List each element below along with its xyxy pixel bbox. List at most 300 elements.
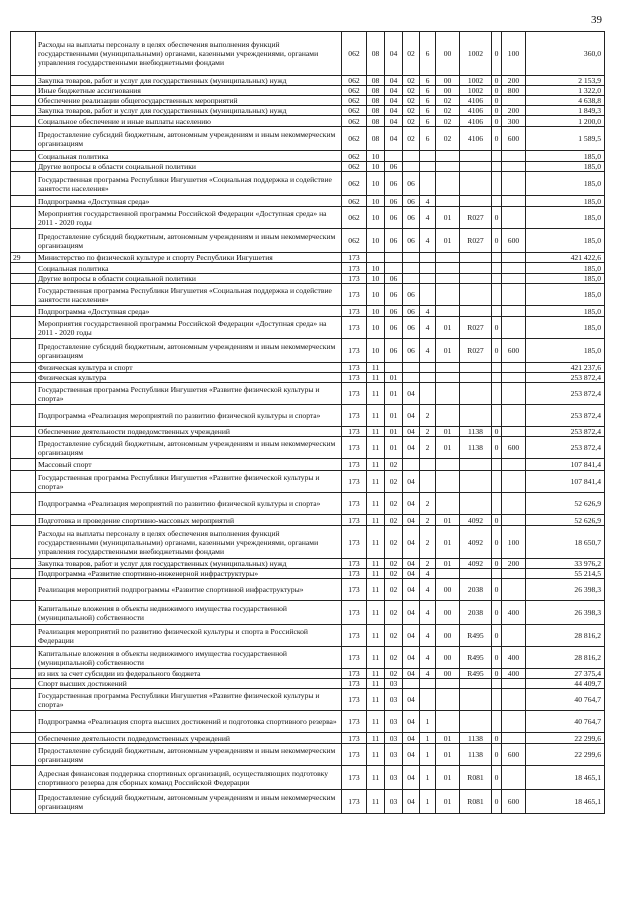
table-row xyxy=(11,96,605,106)
code-event: 02 xyxy=(436,127,460,151)
code-subsection: 01 xyxy=(385,427,403,437)
code-program: 02 xyxy=(403,32,420,76)
row-number xyxy=(11,162,36,172)
row-amount: 28 816,2 xyxy=(526,625,605,647)
code-subsection xyxy=(385,253,403,263)
row-name: Предоставление субсидий бюджетным, автономным учреждениям и иным некоммерческим организациям xyxy=(36,229,342,253)
code-expense-type xyxy=(502,373,526,383)
row-number xyxy=(11,569,36,579)
table-row xyxy=(11,459,605,471)
code-program: 04 xyxy=(403,711,420,733)
code-expense-type: 400 xyxy=(502,647,526,669)
code-direction xyxy=(460,471,492,493)
code-subsection xyxy=(385,363,403,373)
code-ministry: 062 xyxy=(342,207,367,229)
code-subprogram: 6 xyxy=(420,106,436,116)
code-direction xyxy=(460,405,492,427)
page-number: 39 xyxy=(591,14,602,26)
code-subprogram: 2 xyxy=(420,437,436,459)
code-event: 01 xyxy=(436,733,460,744)
code-program: 04 xyxy=(403,733,420,744)
code-extra: 0 xyxy=(492,601,502,625)
code-ministry: 173 xyxy=(342,493,367,515)
code-subsection xyxy=(385,263,403,274)
row-amount: 26 398,3 xyxy=(526,601,605,625)
code-subsection: 02 xyxy=(385,559,403,569)
code-event: 01 xyxy=(436,526,460,559)
row-name: Предоставление субсидий бюджетным, автономным учреждениям и иным некоммерческим организациям xyxy=(36,437,342,459)
row-name: Подпрограмма «Реализация мероприятий по развитию физической культуры и спорта» xyxy=(36,493,342,515)
code-section: 10 xyxy=(367,284,385,306)
code-direction xyxy=(460,263,492,274)
code-section: 10 xyxy=(367,207,385,229)
row-number xyxy=(11,625,36,647)
code-subprogram xyxy=(420,471,436,493)
code-subsection: 06 xyxy=(385,196,403,207)
table-row xyxy=(11,229,605,253)
code-program: 02 xyxy=(403,86,420,96)
code-section: 11 xyxy=(367,689,385,711)
code-extra xyxy=(492,196,502,207)
code-subprogram xyxy=(420,679,436,689)
code-ministry: 062 xyxy=(342,151,367,162)
code-section: 11 xyxy=(367,526,385,559)
code-direction: 1138 xyxy=(460,733,492,744)
code-extra: 0 xyxy=(492,427,502,437)
code-direction: 1138 xyxy=(460,744,492,766)
code-subprogram xyxy=(420,363,436,373)
code-extra: 0 xyxy=(492,526,502,559)
row-number xyxy=(11,579,36,601)
row-amount: 4 638,8 xyxy=(526,96,605,106)
row-number xyxy=(11,744,36,766)
row-number xyxy=(11,733,36,744)
row-number xyxy=(11,172,36,196)
code-event: 02 xyxy=(436,96,460,106)
code-section: 11 xyxy=(367,471,385,493)
row-amount: 253 872,4 xyxy=(526,427,605,437)
table-row xyxy=(11,306,605,317)
code-subsection xyxy=(385,151,403,162)
row-number xyxy=(11,493,36,515)
row-name: Физическая культура xyxy=(36,373,342,383)
row-number xyxy=(11,471,36,493)
table-row xyxy=(11,515,605,526)
table-row xyxy=(11,253,605,263)
code-subprogram: 4 xyxy=(420,601,436,625)
code-subsection: 04 xyxy=(385,116,403,127)
code-program: 04 xyxy=(403,427,420,437)
row-amount: 26 398,3 xyxy=(526,579,605,601)
code-subsection: 03 xyxy=(385,689,403,711)
row-name: Обеспечение деятельности подведомственных учреждений xyxy=(36,733,342,744)
code-ministry: 173 xyxy=(342,526,367,559)
code-extra xyxy=(492,172,502,196)
table-row xyxy=(11,526,605,559)
code-extra xyxy=(492,711,502,733)
code-event xyxy=(436,306,460,317)
table-row xyxy=(11,437,605,459)
code-program xyxy=(403,253,420,263)
code-subprogram: 1 xyxy=(420,733,436,744)
code-extra: 0 xyxy=(492,515,502,526)
code-subsection: 06 xyxy=(385,306,403,317)
row-name: Другие вопросы в области социальной политики xyxy=(36,162,342,172)
code-direction: 4106 xyxy=(460,96,492,106)
code-expense-type xyxy=(502,383,526,405)
row-number xyxy=(11,339,36,363)
code-subsection: 04 xyxy=(385,86,403,96)
code-extra: 0 xyxy=(492,32,502,76)
row-number xyxy=(11,106,36,116)
table-row xyxy=(11,711,605,733)
row-number xyxy=(11,679,36,689)
code-subsection: 03 xyxy=(385,733,403,744)
code-program: 06 xyxy=(403,339,420,363)
code-expense-type xyxy=(502,733,526,744)
code-section: 08 xyxy=(367,32,385,76)
code-subprogram xyxy=(420,253,436,263)
code-event: 00 xyxy=(436,32,460,76)
code-section: 11 xyxy=(367,679,385,689)
code-direction: 4092 xyxy=(460,526,492,559)
code-direction: 4092 xyxy=(460,515,492,526)
code-program: 04 xyxy=(403,471,420,493)
code-event: 00 xyxy=(436,647,460,669)
row-name: Предоставление субсидий бюджетным, автономным учреждениям и иным некоммерческим организациям xyxy=(36,744,342,766)
row-number xyxy=(11,86,36,96)
code-subprogram: 2 xyxy=(420,427,436,437)
code-subsection: 04 xyxy=(385,96,403,106)
code-direction: R081 xyxy=(460,790,492,814)
code-event xyxy=(436,405,460,427)
code-section: 10 xyxy=(367,151,385,162)
row-number xyxy=(11,515,36,526)
code-program: 04 xyxy=(403,766,420,790)
code-program: 02 xyxy=(403,96,420,106)
table-row xyxy=(11,373,605,383)
code-event: 00 xyxy=(436,601,460,625)
code-subprogram xyxy=(420,459,436,471)
code-program: 04 xyxy=(403,493,420,515)
code-section: 11 xyxy=(367,625,385,647)
code-section: 11 xyxy=(367,766,385,790)
code-subprogram: 2 xyxy=(420,559,436,569)
code-event xyxy=(436,459,460,471)
code-subprogram: 4 xyxy=(420,339,436,363)
code-program: 04 xyxy=(403,515,420,526)
code-direction xyxy=(460,689,492,711)
code-section: 10 xyxy=(367,172,385,196)
code-direction: 1138 xyxy=(460,427,492,437)
code-direction: 1138 xyxy=(460,437,492,459)
table-row xyxy=(11,151,605,162)
row-name: Государственная программа Республики Ингушетия «Развитие физической культуры и спорта» xyxy=(36,471,342,493)
table-row xyxy=(11,625,605,647)
code-event xyxy=(436,196,460,207)
row-name: Обеспечение реализации общегосударственных мероприятий xyxy=(36,96,342,106)
code-direction: R027 xyxy=(460,339,492,363)
table-row xyxy=(11,116,605,127)
code-ministry: 173 xyxy=(342,559,367,569)
code-extra: 0 xyxy=(492,116,502,127)
code-ministry: 173 xyxy=(342,253,367,263)
row-number xyxy=(11,405,36,427)
code-ministry: 062 xyxy=(342,106,367,116)
code-extra: 0 xyxy=(492,733,502,744)
code-direction: 1002 xyxy=(460,32,492,76)
code-direction: R027 xyxy=(460,229,492,253)
row-number xyxy=(11,373,36,383)
code-ministry: 173 xyxy=(342,744,367,766)
code-extra: 0 xyxy=(492,229,502,253)
code-expense-type: 200 xyxy=(502,76,526,86)
row-amount: 107 841,4 xyxy=(526,459,605,471)
row-number xyxy=(11,207,36,229)
row-name: Предоставление субсидий бюджетным, автономным учреждениям и иным некоммерческим организациям xyxy=(36,339,342,363)
row-name: Предоставление субсидий бюджетным, автономным учреждениям и иным некоммерческим организациям xyxy=(36,790,342,814)
code-ministry: 173 xyxy=(342,405,367,427)
row-amount: 52 626,9 xyxy=(526,515,605,526)
code-event xyxy=(436,383,460,405)
code-ministry: 062 xyxy=(342,229,367,253)
code-ministry: 173 xyxy=(342,373,367,383)
row-number: 29 xyxy=(11,253,36,263)
code-subprogram xyxy=(420,373,436,383)
row-name: Министерство по физической культуре и спорту Республики Ингушетия xyxy=(36,253,342,263)
code-ministry: 173 xyxy=(342,459,367,471)
table-row xyxy=(11,647,605,669)
code-event xyxy=(436,284,460,306)
code-event: 00 xyxy=(436,625,460,647)
row-amount: 185,0 xyxy=(526,207,605,229)
code-direction: R495 xyxy=(460,669,492,679)
code-expense-type xyxy=(502,427,526,437)
table-row xyxy=(11,196,605,207)
code-ministry: 173 xyxy=(342,306,367,317)
code-subprogram: 4 xyxy=(420,625,436,647)
code-ministry: 062 xyxy=(342,172,367,196)
code-event xyxy=(436,274,460,284)
code-event xyxy=(436,253,460,263)
row-number xyxy=(11,363,36,373)
row-number xyxy=(11,274,36,284)
code-subprogram xyxy=(420,383,436,405)
table-row xyxy=(11,790,605,814)
code-section: 11 xyxy=(367,559,385,569)
row-number xyxy=(11,689,36,711)
code-subprogram: 4 xyxy=(420,207,436,229)
code-ministry: 173 xyxy=(342,471,367,493)
code-subsection: 04 xyxy=(385,76,403,86)
code-direction xyxy=(460,172,492,196)
row-amount: 55 214,5 xyxy=(526,569,605,579)
code-section: 08 xyxy=(367,96,385,106)
row-number xyxy=(11,317,36,339)
row-name: Расходы на выплаты персоналу в целях обеспечения выполнения функций государственными (муниципальными) органами, казенными учреждениями, органами управления государственными внебюджетными фондами xyxy=(36,526,342,559)
code-expense-type xyxy=(502,711,526,733)
code-direction xyxy=(460,459,492,471)
code-direction xyxy=(460,493,492,515)
code-program: 04 xyxy=(403,405,420,427)
code-program: 04 xyxy=(403,526,420,559)
code-extra: 0 xyxy=(492,86,502,96)
code-program xyxy=(403,151,420,162)
code-section: 11 xyxy=(367,515,385,526)
code-subsection: 02 xyxy=(385,526,403,559)
table-row xyxy=(11,493,605,515)
row-amount: 185,0 xyxy=(526,229,605,253)
code-subsection: 02 xyxy=(385,625,403,647)
code-ministry: 173 xyxy=(342,339,367,363)
code-ministry: 173 xyxy=(342,317,367,339)
row-number xyxy=(11,647,36,669)
code-program: 04 xyxy=(403,383,420,405)
code-ministry: 062 xyxy=(342,116,367,127)
code-program: 06 xyxy=(403,284,420,306)
code-subsection: 02 xyxy=(385,669,403,679)
code-program: 04 xyxy=(403,790,420,814)
row-amount: 185,0 xyxy=(526,162,605,172)
row-name: Государственная программа Республики Ингушетия «Развитие физической культуры и спорта» xyxy=(36,383,342,405)
code-extra xyxy=(492,162,502,172)
code-subsection: 02 xyxy=(385,493,403,515)
row-amount: 185,0 xyxy=(526,339,605,363)
row-name: Спорт высших достижений xyxy=(36,679,342,689)
row-name: Мероприятия государственной программы Российской Федерации «Доступная среда» на 2011 - 2020 годы xyxy=(36,207,342,229)
code-subsection: 02 xyxy=(385,601,403,625)
code-program xyxy=(403,363,420,373)
row-name: Подпрограмма «Реализация спорта высших достижений и подготовка спортивного резерва» xyxy=(36,711,342,733)
code-section: 08 xyxy=(367,106,385,116)
row-amount: 18 650,7 xyxy=(526,526,605,559)
code-subsection: 02 xyxy=(385,459,403,471)
code-extra: 0 xyxy=(492,437,502,459)
code-expense-type: 600 xyxy=(502,437,526,459)
code-program: 04 xyxy=(403,437,420,459)
code-subsection: 06 xyxy=(385,162,403,172)
code-program: 04 xyxy=(403,559,420,569)
code-subprogram xyxy=(420,274,436,284)
code-ministry: 173 xyxy=(342,579,367,601)
table-row xyxy=(11,766,605,790)
row-number xyxy=(11,790,36,814)
code-ministry: 062 xyxy=(342,162,367,172)
row-name: Подпрограмма «Доступная среда» xyxy=(36,306,342,317)
row-amount: 185,0 xyxy=(526,196,605,207)
code-subprogram: 4 xyxy=(420,229,436,253)
code-expense-type xyxy=(502,679,526,689)
code-subsection: 04 xyxy=(385,127,403,151)
code-event xyxy=(436,689,460,711)
code-subprogram: 6 xyxy=(420,96,436,106)
code-direction: 2038 xyxy=(460,579,492,601)
row-name: Государственная программа Республики Ингушетия «Развитие физической культуры и спорта» xyxy=(36,689,342,711)
code-section: 11 xyxy=(367,647,385,669)
code-subsection: 04 xyxy=(385,106,403,116)
table-row xyxy=(11,733,605,744)
code-ministry: 062 xyxy=(342,76,367,86)
code-expense-type xyxy=(502,207,526,229)
row-amount: 27 375,4 xyxy=(526,669,605,679)
code-extra xyxy=(492,689,502,711)
row-amount: 185,0 xyxy=(526,263,605,274)
code-extra xyxy=(492,263,502,274)
row-number xyxy=(11,711,36,733)
code-subsection: 04 xyxy=(385,32,403,76)
code-section: 11 xyxy=(367,405,385,427)
row-amount: 185,0 xyxy=(526,284,605,306)
code-expense-type xyxy=(502,579,526,601)
table-row xyxy=(11,339,605,363)
row-number xyxy=(11,96,36,106)
code-ministry: 173 xyxy=(342,427,367,437)
row-number xyxy=(11,669,36,679)
code-program: 06 xyxy=(403,229,420,253)
code-subprogram: 6 xyxy=(420,127,436,151)
code-subprogram: 1 xyxy=(420,711,436,733)
code-program xyxy=(403,263,420,274)
code-extra xyxy=(492,405,502,427)
code-subsection: 06 xyxy=(385,207,403,229)
row-name: Закупка товаров, работ и услуг для государственных (муниципальных) нужд xyxy=(36,559,342,569)
code-section: 10 xyxy=(367,306,385,317)
row-name: Подготовка и проведение спортивно-массовых мероприятий xyxy=(36,515,342,526)
code-subsection: 06 xyxy=(385,229,403,253)
row-amount: 52 626,9 xyxy=(526,493,605,515)
code-program xyxy=(403,373,420,383)
code-extra: 0 xyxy=(492,766,502,790)
code-ministry: 062 xyxy=(342,96,367,106)
row-amount: 1 322,0 xyxy=(526,86,605,96)
code-section: 11 xyxy=(367,373,385,383)
code-program xyxy=(403,679,420,689)
row-name: Иные бюджетные ассигнования xyxy=(36,86,342,96)
code-expense-type xyxy=(502,162,526,172)
code-subsection: 02 xyxy=(385,471,403,493)
table-row xyxy=(11,669,605,679)
code-subprogram: 4 xyxy=(420,647,436,669)
code-subsection: 03 xyxy=(385,679,403,689)
code-direction: 4106 xyxy=(460,116,492,127)
code-subsection: 03 xyxy=(385,711,403,733)
code-section: 10 xyxy=(367,274,385,284)
code-subprogram: 2 xyxy=(420,526,436,559)
code-ministry: 173 xyxy=(342,647,367,669)
code-expense-type: 600 xyxy=(502,127,526,151)
code-direction xyxy=(460,253,492,263)
code-event xyxy=(436,679,460,689)
code-subprogram: 4 xyxy=(420,317,436,339)
code-direction xyxy=(460,711,492,733)
code-program: 04 xyxy=(403,744,420,766)
row-amount: 44 409,7 xyxy=(526,679,605,689)
table-row xyxy=(11,86,605,96)
row-name: Подпрограмма «Развитие спортивно-инженерной инфраструктуры» xyxy=(36,569,342,579)
row-number xyxy=(11,459,36,471)
table-row xyxy=(11,405,605,427)
code-subsection: 01 xyxy=(385,383,403,405)
row-amount: 107 841,4 xyxy=(526,471,605,493)
code-program: 04 xyxy=(403,689,420,711)
row-name: Адресная финансовая поддержка спортивных организаций, осуществляющих подготовку спортивного резерва для сборных команд Российской Федерации xyxy=(36,766,342,790)
code-direction xyxy=(460,151,492,162)
row-amount: 185,0 xyxy=(526,151,605,162)
code-section: 10 xyxy=(367,263,385,274)
code-section: 08 xyxy=(367,116,385,127)
code-program: 06 xyxy=(403,196,420,207)
code-subsection: 03 xyxy=(385,744,403,766)
